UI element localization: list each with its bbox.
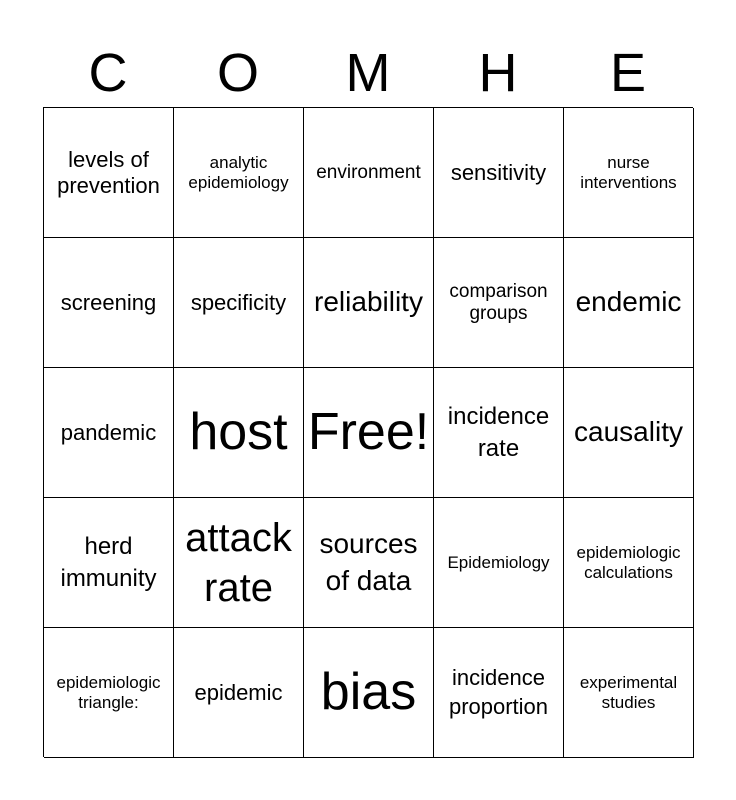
bingo-cell[interactable]: Epidemiology <box>434 498 564 628</box>
bingo-cell[interactable]: epidemic <box>174 628 304 758</box>
bingo-cell[interactable]: causality <box>564 368 694 498</box>
bingo-header <box>43 40 693 106</box>
header-letter-e: E <box>609 43 647 103</box>
bingo-cell[interactable]: screening <box>44 238 174 368</box>
bingo-grid <box>43 107 693 757</box>
header-letter-h: H <box>478 43 518 103</box>
bingo-cell[interactable]: comparison groups <box>434 238 564 368</box>
bingo-cell[interactable]: attack rate <box>174 498 304 628</box>
bingo-cell[interactable]: incidence proportion <box>434 628 564 758</box>
header-letter-m: M <box>345 43 391 103</box>
header-letter-o: O <box>216 43 259 103</box>
bingo-cell[interactable]: pandemic <box>44 368 174 498</box>
bingo-cell[interactable]: reliability <box>304 238 434 368</box>
bingo-cell[interactable]: experimental studies <box>564 628 694 758</box>
bingo-cell[interactable]: bias <box>304 628 434 758</box>
free-space-cell[interactable]: Free! <box>304 368 434 498</box>
bingo-cell[interactable]: epidemiologic calculations <box>564 498 694 628</box>
bingo-cell[interactable]: specificity <box>174 238 304 368</box>
bingo-cell[interactable]: sources of data <box>304 498 434 628</box>
bingo-cell[interactable]: environment <box>304 108 434 238</box>
bingo-cell[interactable]: incidence rate <box>434 368 564 498</box>
bingo-cell[interactable]: analytic epidemiology <box>174 108 304 238</box>
bingo-cell[interactable]: nurse interventions <box>564 108 694 238</box>
bingo-cell[interactable]: herd immunity <box>44 498 174 628</box>
bingo-cell[interactable]: levels of prevention <box>44 108 174 238</box>
bingo-cell[interactable]: endemic <box>564 238 694 368</box>
header-letter-c: C <box>88 43 128 103</box>
bingo-cell[interactable]: sensitivity <box>434 108 564 238</box>
bingo-cell[interactable]: host <box>174 368 304 498</box>
bingo-cell[interactable]: epidemiologic triangle: <box>44 628 174 758</box>
